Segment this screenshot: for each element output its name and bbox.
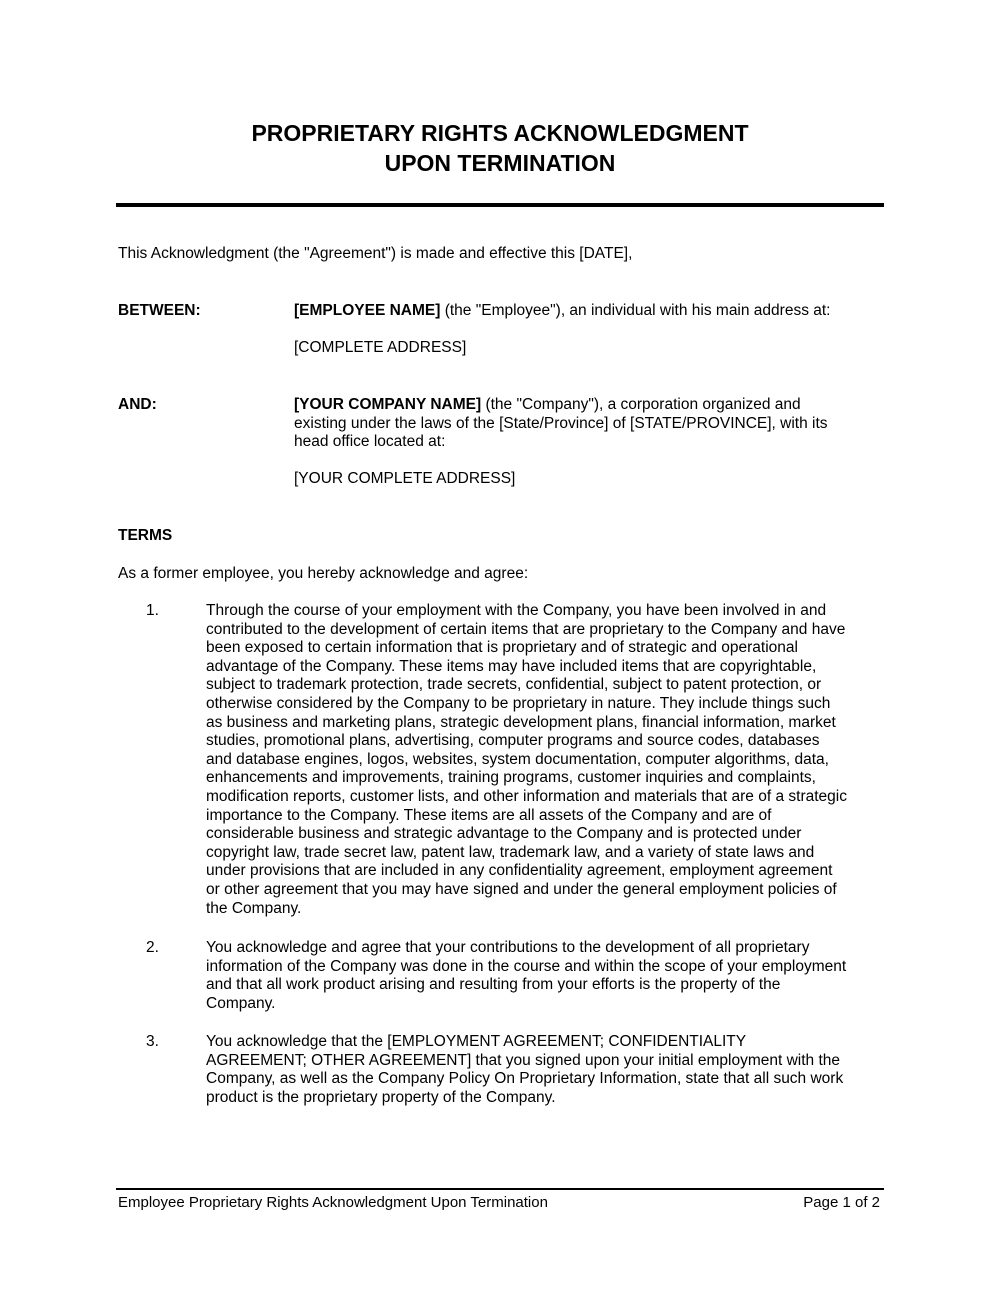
term-text-line: information of the Company was done in the course and within the scope of your employment (206, 957, 847, 975)
term-text-line: You acknowledge and agree that your contributions to the development of all proprietary (206, 939, 810, 956)
term-number: 2. (146, 939, 159, 956)
document-title-line-2: UPON TERMINATION (384, 150, 616, 176)
company-name-placeholder: [YOUR COMPANY NAME] (294, 396, 482, 413)
term-text-line: You acknowledge that the [EMPLOYMENT AGREEMENT; CONFIDENTIALITY (206, 1033, 747, 1050)
and-label: AND: (118, 396, 157, 413)
term-text-line: otherwise considered by the Company to be proprietary in nature. They include things such (206, 694, 831, 712)
company-description-2: existing under the laws of the [State/Province] of [STATE/PROVINCE], with its (294, 415, 828, 432)
term-item-3 (206, 1033, 843, 1107)
between-label: BETWEEN: (118, 302, 201, 319)
document-title-line-1: PROPRIETARY RIGHTS ACKNOWLEDGMENT (251, 120, 749, 146)
term-text-line: copyright law, trade secret law, patent law, trademark law, and a variety of state laws and (206, 843, 815, 861)
employee-address-placeholder: [COMPLETE ADDRESS] (294, 339, 467, 356)
term-text-line: or other agreement that you may have signed and under the general employment policies of (206, 880, 837, 898)
terms-lead: As a former employee, you hereby acknowledge and agree: (118, 565, 529, 582)
term-item-2 (206, 939, 846, 1013)
intro-paragraph: This Acknowledgment (the "Agreement") is made and effective this [DATE], (118, 245, 633, 262)
term-text-line: under provisions that are included in any confidentiality agreement, employment agreement (206, 862, 833, 880)
employee-description: (the "Employee"), an individual with his main address at: (440, 302, 831, 319)
footer-divider (116, 1188, 884, 1190)
term-text-line: and that all work product arising and resulting from your efforts is the property of the (206, 976, 781, 994)
term-text-line: Company. (206, 994, 276, 1012)
term-text-line: contributed to the development of certain items that are proprietary to the Company and have (206, 620, 846, 638)
terms-heading: TERMS (118, 527, 173, 544)
term-text-line: Through the course of your employment with the Company, you have been involved in and (206, 602, 827, 619)
term-text-line: the Company. (206, 899, 302, 917)
term-text-line: advantage of the Company. These items may have included items that are copyrightable, (206, 657, 817, 675)
term-text-line: Company, as well as the Company Policy On Proprietary Information, state that all such work (206, 1070, 844, 1088)
term-number: 1. (146, 602, 159, 619)
term-text-line: been exposed to certain information that is proprietary and of strategic and operational (206, 639, 798, 657)
title-divider (116, 203, 884, 207)
company-address-placeholder: [YOUR COMPLETE ADDRESS] (294, 470, 516, 487)
company-description-3: head office located at: (294, 433, 446, 450)
employee-name-placeholder: [EMPLOYEE NAME] (294, 302, 441, 319)
term-text-line: importance to the Company. These items are all assets of the Company and are of (206, 806, 772, 824)
term-text-line: enhancements and improvements, training programs, customer inquiries and complaints, (206, 769, 816, 787)
term-number: 3. (146, 1033, 159, 1050)
company-party-line-1 (294, 396, 801, 415)
term-text-line: considerable business and strategic advantage to the Company and is protected under (206, 825, 802, 843)
term-text-line: studies, promotional plans, advertising, computer programs and source codes, databases (206, 732, 820, 750)
between-party-line (294, 302, 831, 321)
page-number: Page 1 of 2 (803, 1194, 880, 1211)
company-description-1: (the "Company"), a corporation organized and (481, 396, 801, 413)
term-text-line: product is the proprietary property of the Company. (206, 1088, 556, 1106)
term-text-line: and database engines, logos, websites, system documentation, computer algorithms, data, (206, 750, 829, 768)
term-text-line: as business and marketing plans, strategic development plans, financial information, market (206, 713, 836, 731)
footer-title: Employee Proprietary Rights Acknowledgment Upon Termination (118, 1194, 548, 1211)
term-text-line: AGREEMENT; OTHER AGREEMENT] that you signed upon your initial employment with the (206, 1051, 841, 1069)
term-text-line: subject to trademark protection, trade secrets, confidential, subject to patent protection, or (206, 676, 822, 694)
term-text-line: modification reports, customer lists, and other information and materials that are of a strategic (206, 787, 847, 805)
term-item-1 (206, 602, 847, 918)
